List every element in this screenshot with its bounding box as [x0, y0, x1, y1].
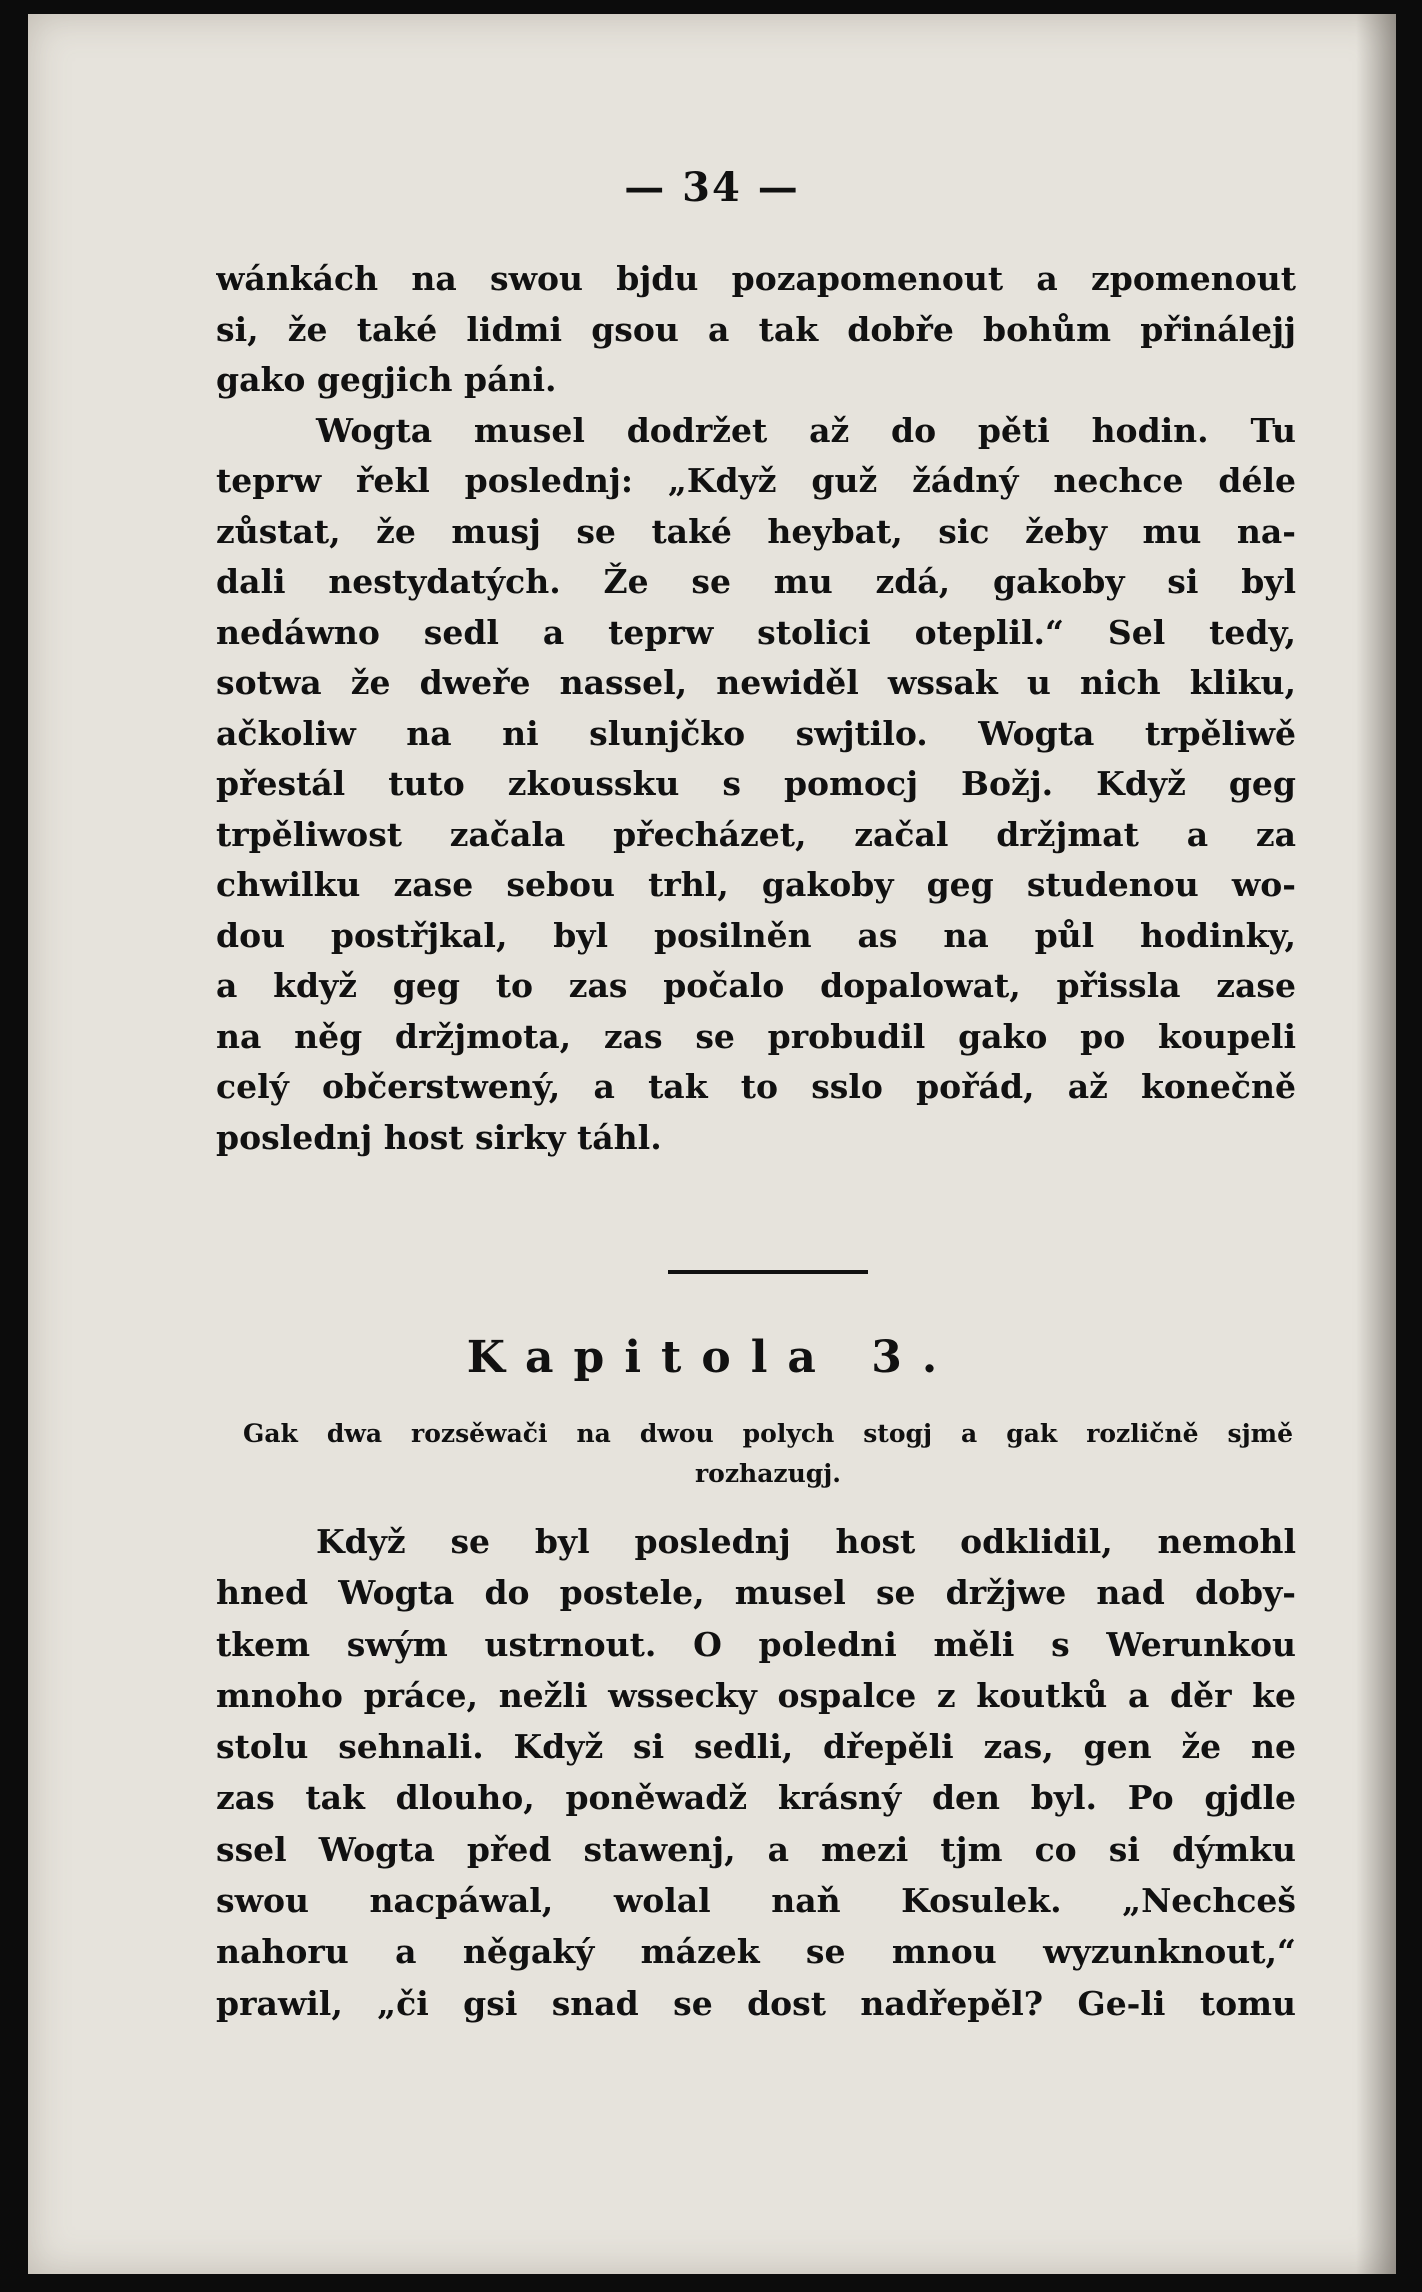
chapter-summary-line: rozhazugj.	[694, 1459, 842, 1488]
text-line: přestál tuto zkoussku s pomocj Božj. Když geg	[216, 764, 1296, 803]
text-line: stolu sehnali. Když si sedli, dřepěli zas, gen že ne	[216, 1727, 1296, 1767]
text-line: si, že také lidmi gsou a tak dobře bohům přinálejj	[216, 309, 1296, 349]
text-line: prawil, „či gsi snad se dost nadřepěl? Ge-li tomu	[216, 1983, 1296, 2023]
text-line: hned Wogta do postele, musel se držjwe nad doby-	[216, 1573, 1296, 1613]
book-page	[28, 14, 1396, 2274]
text-line: ačkoliw na ni slunjčko swjtilo. Wogta trpěliwě	[216, 713, 1296, 753]
text-line: dou postřjkal, byl posilněn as na půl hodinky,	[216, 915, 1296, 955]
text-line: wánkách na swou bjdu pozapomenout a zpomenout	[216, 259, 1296, 298]
text-line: celý občerstwený, a tak to sslo pořád, až konečně	[216, 1067, 1296, 1106]
text-line: zůstat, že musj se také heybat, sic žeby mu na-	[216, 511, 1296, 551]
text-line: chwilku zase sebou trhl, gakoby geg studenou wo-	[216, 865, 1296, 904]
text-line: nahoru a něgaký mázek se mnou wyzunknout,“	[216, 1932, 1296, 1972]
text-line: mnoho práce, nežli wssecky ospalce z koutků a děr ke	[216, 1675, 1296, 1715]
page-edge-shadow	[1356, 14, 1396, 2274]
text-line: Wogta musel dodržet až do pěti hodin. Tu	[316, 410, 1296, 450]
chapter-summary-line: Gak dwa rozsěwači na dwou polych stogj a gak rozličně sjmě	[243, 1419, 1293, 1448]
section-divider	[668, 1270, 868, 1274]
chapter-summary	[243, 1414, 1293, 1494]
chapter-title: Kapitola 3.	[466, 1332, 958, 1383]
text-line: na něg držjmota, zas se probudil gako po koupeli	[216, 1016, 1296, 1056]
text-line: nedáwno sedl a teprw stolici oteplil.“ Sel tedy,	[216, 612, 1296, 652]
text-line: teprw řekl poslednj: „Když guž žádný nechce déle	[216, 461, 1296, 500]
page-number: — 34 —	[624, 164, 800, 211]
text-line: gako gegjich páni.	[216, 360, 557, 399]
chapter-text	[216, 1516, 1296, 2029]
text-line: trpěliwost začala přecházet, začal držjmat a za	[216, 814, 1296, 854]
text-line: zas tak dlouho, poněwadž krásný den byl. Po gjdle	[216, 1778, 1296, 1818]
text-line: sotwa že dweře nassel, newiděl wssak u nich kliku,	[216, 663, 1296, 702]
text-line: Když se byl poslednj host odklidil, nemohl	[316, 1522, 1296, 1561]
text-line: ssel Wogta před stawenj, a mezi tjm co si dýmku	[216, 1829, 1296, 1869]
text-line: swou nacpáwal, wolal naň Kosulek. „Nechceš	[216, 1881, 1296, 1921]
text-line: poslednj host sirky táhl.	[216, 1117, 662, 1157]
text-line: a když geg to zas počalo dopalowat, přissla zase	[216, 966, 1296, 1005]
text-line: tkem swým ustrnout. O poledni měli s Werunkou	[216, 1624, 1296, 1664]
body-text	[216, 254, 1296, 1163]
text-line: dali nestydatých. Že se mu zdá, gakoby si byl	[216, 562, 1296, 601]
